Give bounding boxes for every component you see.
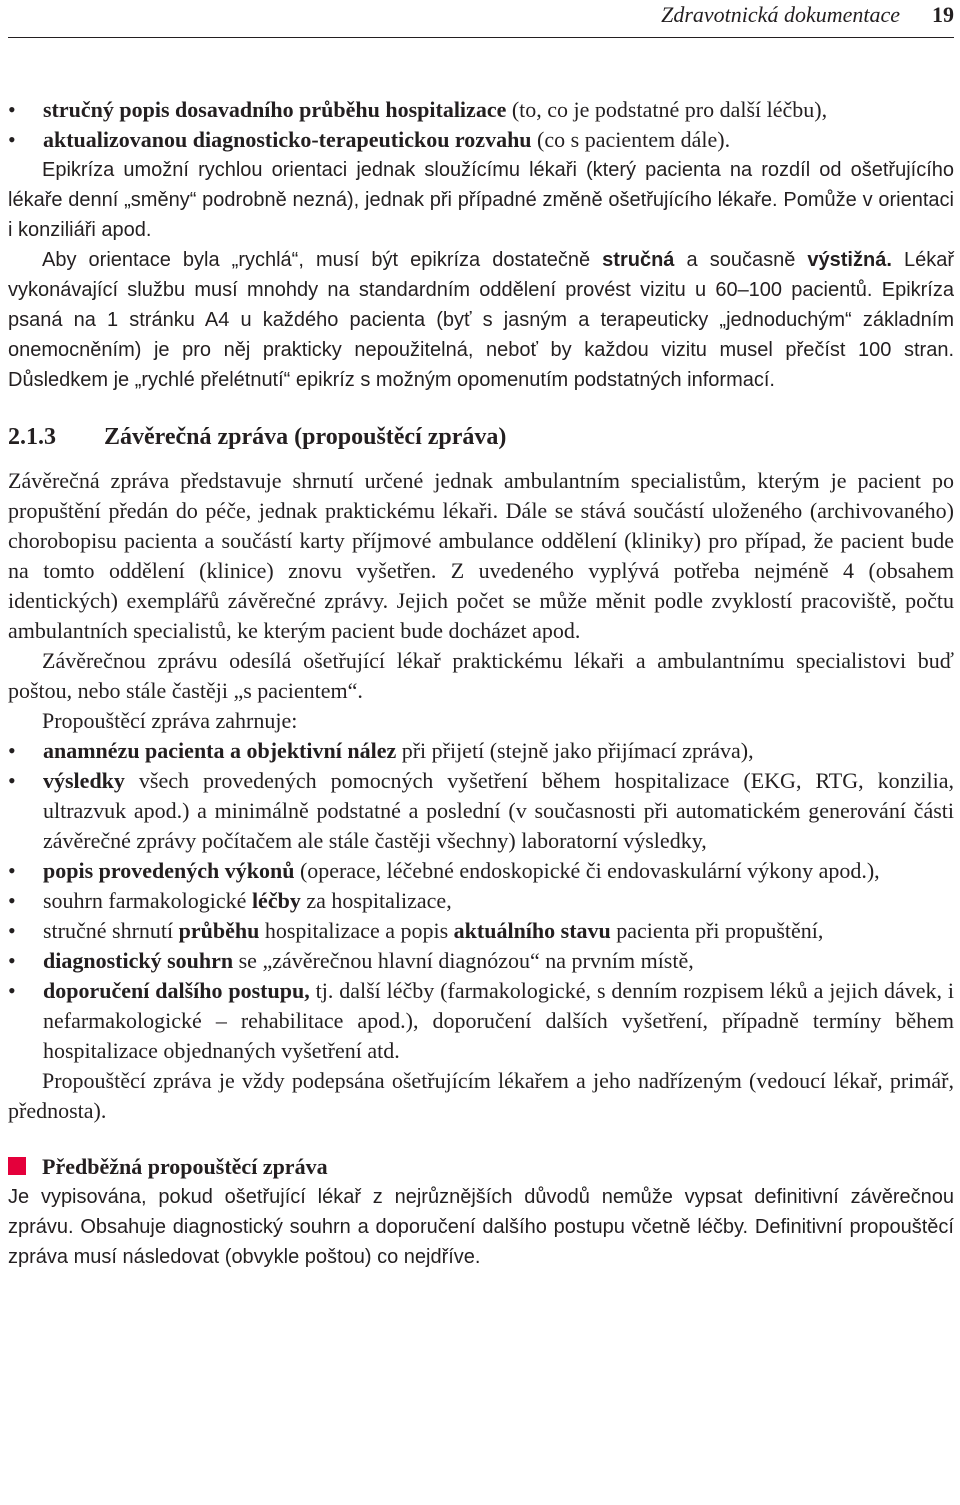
list-item [8,976,954,1066]
section-paragraph-1: Závěrečná zpráva představuje shrnutí určené jednak ambulantním specialistům, kterým je pacient po propuštění předán do péče, jednak praktickému lékaři. Dále se stává součástí uloženého (archivovaného) chorobopisu pacienta a součástí karty příjmové ambulance oddělení (kliniky) pro případ, že pacient bude na tomto oddělení (klinice) znovu vyšetřen. Z uvedeného vyplývá potřeba nejméně 4 (obsahem identických) exemplářů závěrečné zprávy. Jejich počet se může měnit podle zvyklostí pracoviště, počtu ambulantních specialistů, ke kterým pacient bude docházet apod. [8,468,954,643]
epikriza-paragraph-2 [8,245,954,395]
subsection-heading [8,1152,954,1182]
list-item-bold: aktuálního stavu [453,918,611,943]
section-paragraph-3: Propouštěcí zpráva zahrnuje: [42,708,298,733]
list-item-text: hospitalizace a popis [259,918,454,943]
emphasis-text: stručná [602,249,675,271]
section-paragraph-2: Závěrečnou zprávu odesílá ošetřující lékař praktickému lékaři a ambulantnímu specialistovi buď poštou, nebo stále častěji „s pacientem“. [8,648,954,703]
list-item-text: všech provedených pomocných vyšetření během hospitalizace (EKG, RTG, konzilia, ultrazvuk apod.) a minimálně podstatné a poslední (v současnosti při automatickém generování části závěrečné zprávy počítačem ale stále častěji všechny) laboratorní výsledky, [43,768,954,853]
list-item-text: stručné shrnutí [43,918,179,943]
list-item-bold: anamnézu pacienta a objektivní nález [43,738,397,763]
list-item-bold: popis provedených výkonů [43,858,295,883]
subsection-paragraph: Je vypisována, pokud ošetřující lékař z nejrůznějších důvodů nemůže vypsat definitivní závěrečnou zprávu. Obsahuje diagnostický souhrn a doporučení dalšího postupu včetně léčby. Definitivní propouštěcí zpráva musí následovat (obvykle poštou) co nejdříve. [8,1186,954,1268]
page-content [8,95,954,1272]
list-item [8,125,954,155]
running-head [354,0,954,30]
text-run: Aby orientace byla „rychlá“, musí být epikríza dostatečně [42,249,603,271]
emphasis-text: výstižná. [807,249,892,271]
closing-paragraph: Propouštěcí zpráva je vždy podepsána ošetřujícím lékařem a jeho nadřízeným (vedoucí lékař, primář, přednosta). [8,1068,954,1123]
list-item-text: při přijetí (stejně jako přijímací zpráva), [396,738,754,763]
text-run: Epikríza psaná na 1 stránku A4 u každého pacienta (byť s jasným a terapeuticky „jednoduchým“ základním onemocněním) je pro něj prakticky nepoužitelná, neboť by každou vizitu musel přečíst 100 stran. Důsledkem je „rychlé přelétnutí“ epikríz s možným opomenutím podstatných informací. [8,279,954,391]
section-title: Závěrečná zpráva (propouštěcí zpráva) [104,424,507,450]
header-rule [8,37,954,38]
list-item-text: (to, co je podstatné pro další léčbu), [506,97,828,122]
list-item-bold: průběhu [178,918,260,943]
list-item [8,886,954,916]
running-head-title: Zdravotnická dokumentace [661,2,900,27]
subsection-title: Předběžná propouštěcí zpráva [42,1154,328,1179]
list-item [8,946,954,976]
list-item-text: souhrn farmakologické [43,888,252,913]
list-item-text: za hospitalizace, [300,888,452,913]
text-run: Lékař vykonávající službu musí mnohdy na standardním oddělení provést vizitu u 60–100 pacientů. [8,249,954,301]
list-item-text: pacienta při propuštění, [610,918,824,943]
list-item-text: tj. další léčby (farmakologické, s denním rozpisem léků a jejich dávek, i nefarmakologické – rehabilitace apod.), doporučení dalších vyšetření, případně termíny během hospitalizace objednaných vyšetření atd. [43,978,954,1063]
red-square-icon [8,1157,26,1175]
page-number: 19 [932,2,954,27]
section-number: 2.1.3 [8,424,56,450]
list-item-bold: doporučení dalšího postupu, [43,978,310,1003]
list-item [8,916,954,946]
list-item-text: (operace, léčebné endoskopické či endovaskulární výkony apod.), [294,858,880,883]
list-item [8,856,954,886]
list-item-text: se „závěrečnou hlavní diagnózou“ na prvním místě, [233,948,694,973]
epikriza-paragraph-1: Epikríza umožní rychlou orientaci jednak sloužícímu lékaři (který pacienta na rozdíl od ošetřujícího lékaře denní „směny“ podrobně nezná), jednak při případné změně ošetřujícího lékaře. Pomůže v orientaci i konziliáři apod. [8,159,954,241]
list-item-bold: aktualizovanou diagnosticko-terapeutickou rozvahu [43,127,532,152]
list-item-bold: stručný popis dosavadního průběhu hospitalizace [43,97,507,122]
section-heading [8,422,954,452]
list-item-bold: léčby [251,888,301,913]
list-item-bold: výsledky [43,768,125,793]
list-item [8,95,954,125]
list-item-text: (co s pacientem dále). [531,127,731,152]
list-item [8,736,954,766]
list-item [8,766,954,856]
list-item-bold: diagnostický souhrn [43,948,234,973]
text-run: a současně [674,249,808,271]
